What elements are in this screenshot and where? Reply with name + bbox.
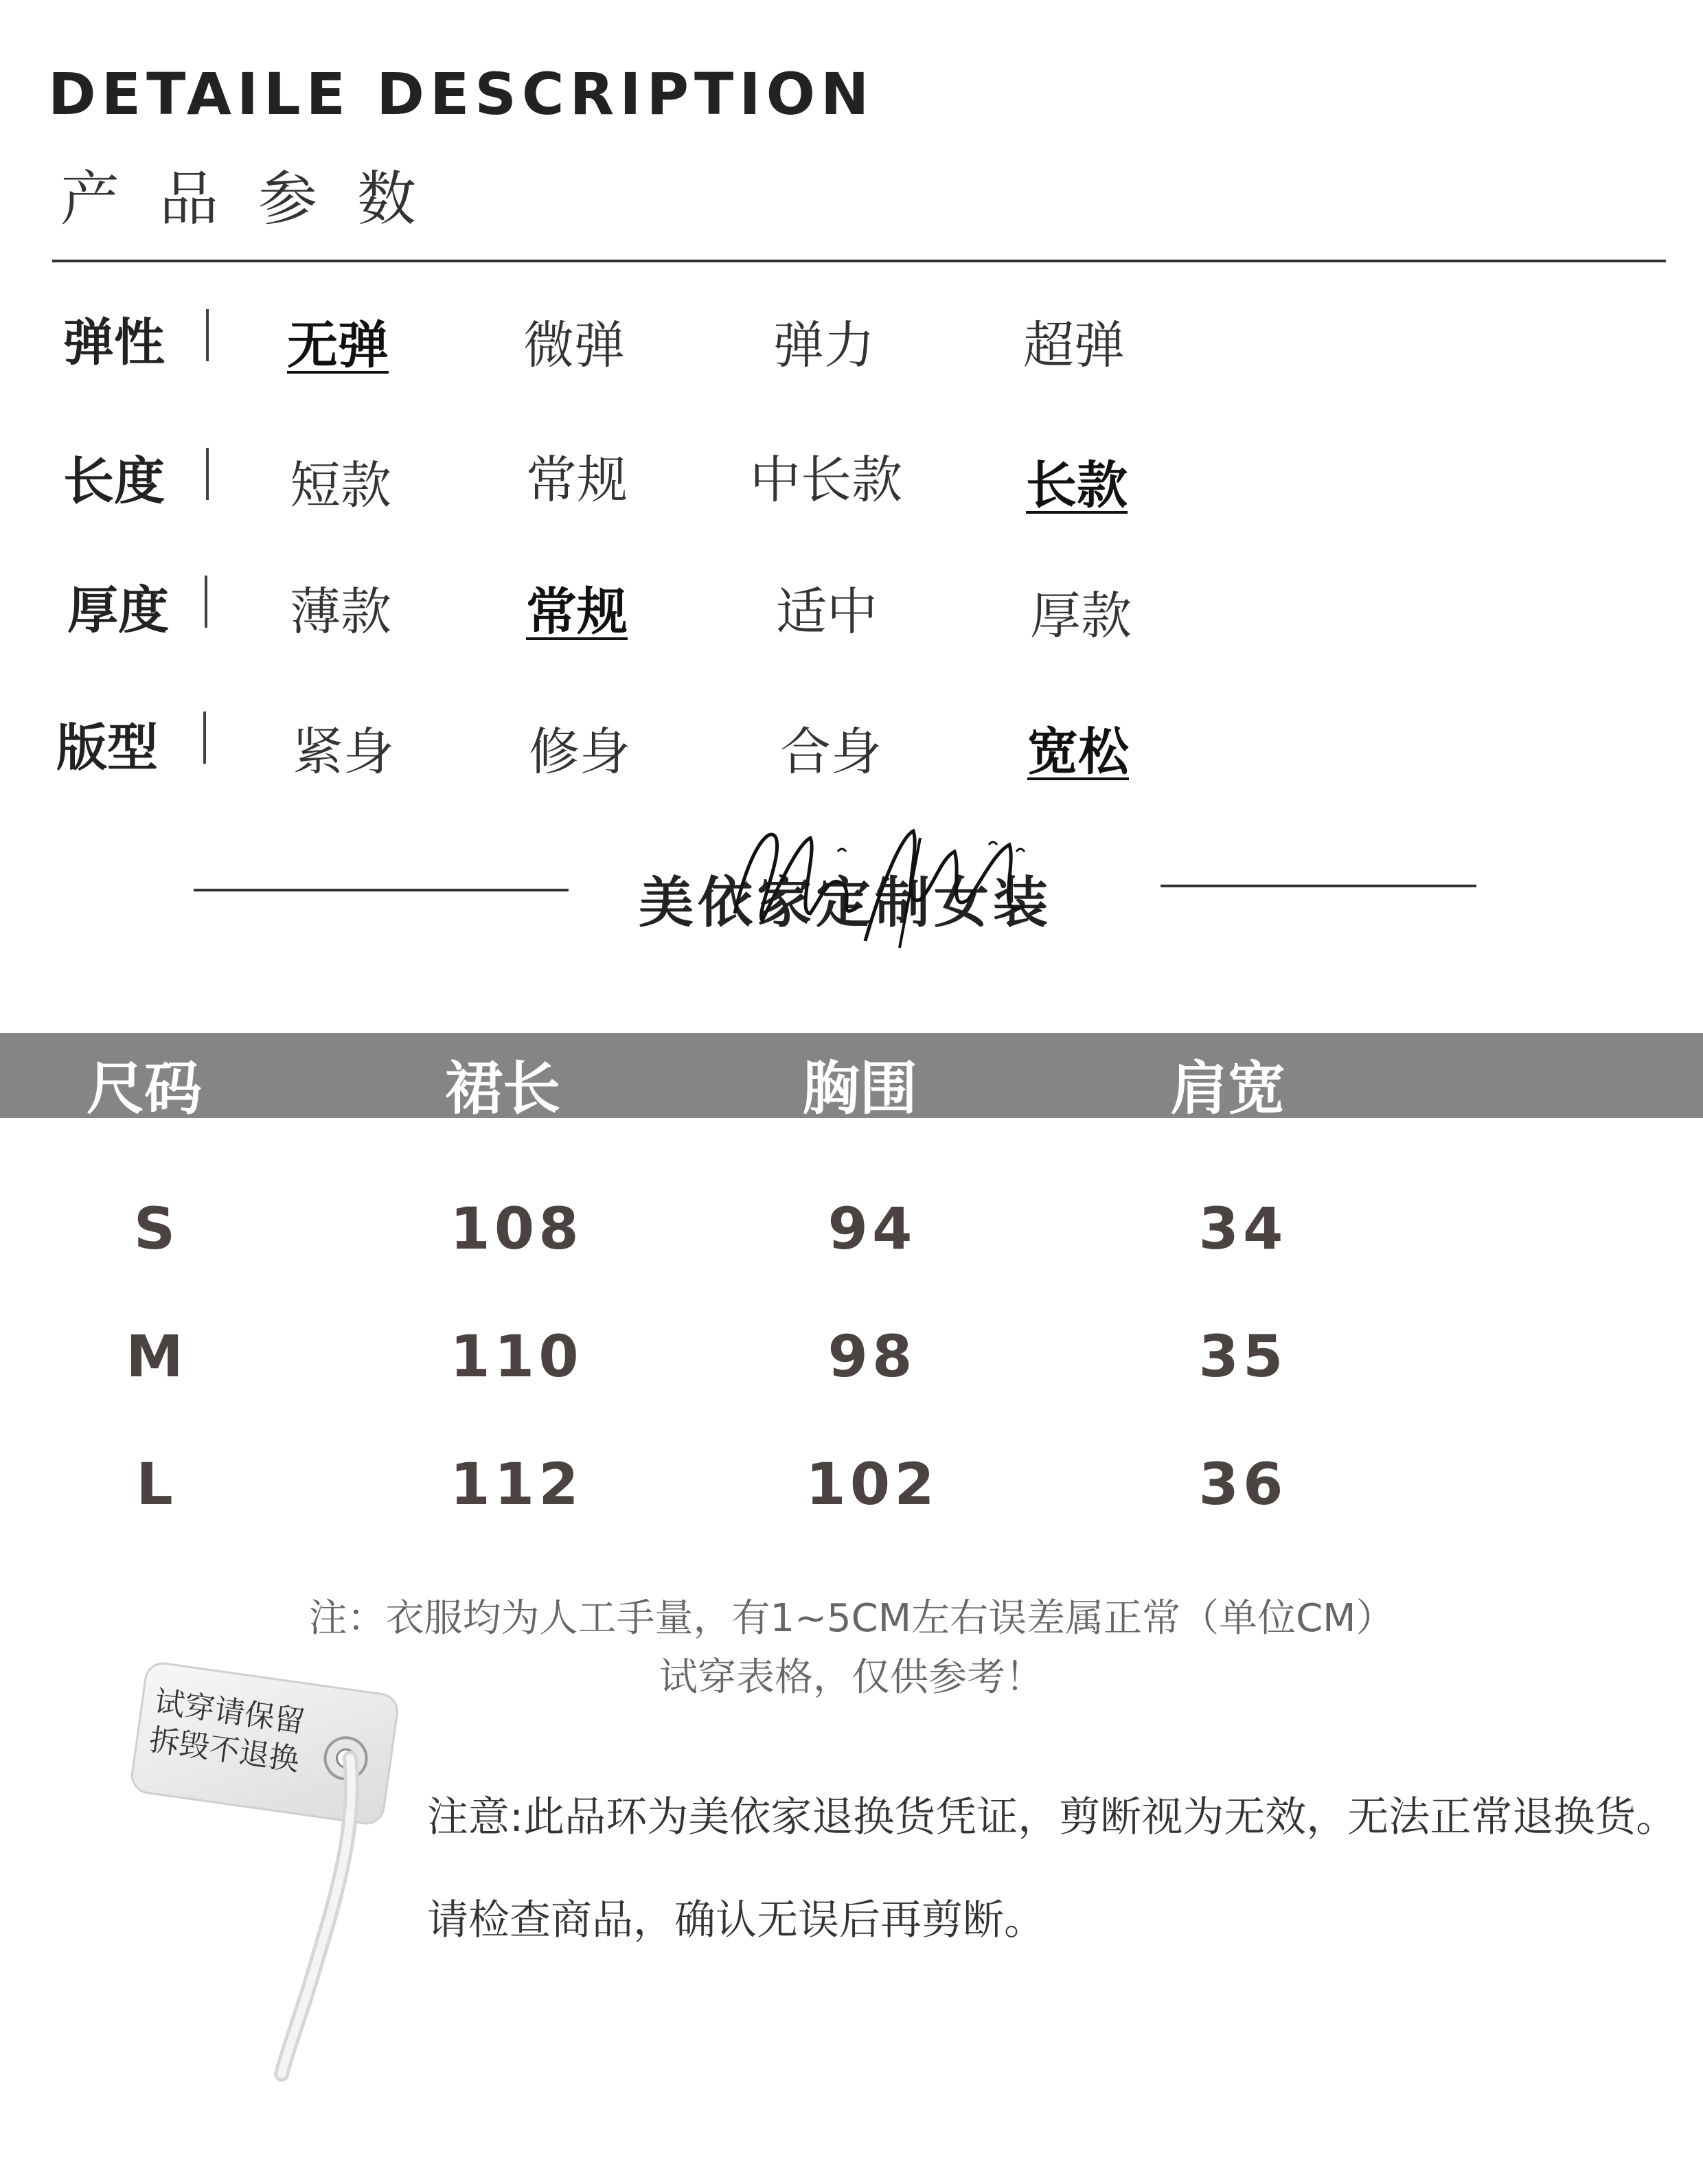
attr-option: 弹力	[773, 316, 875, 375]
attr-option-selected: 无弹	[287, 316, 389, 375]
table-cell-size: L	[136, 1451, 177, 1518]
attr-label-elasticity: 弹性	[63, 313, 165, 372]
attr-option: 短款	[290, 456, 391, 515]
warning-line-1: 注意:此品环为美依家退换货凭证，剪断视为无效，无法正常退换货。	[427, 1793, 1678, 1841]
attr-label-fit: 版型	[56, 718, 158, 777]
table-header-length: 裙长	[445, 1055, 561, 1122]
attr-option: 修身	[529, 723, 630, 782]
attr-separator	[206, 448, 209, 500]
table-cell: 35	[1198, 1323, 1288, 1390]
hang-tag-text: 试穿请保留 拆毁不退换	[147, 1684, 307, 1778]
attr-option: 微弹	[523, 316, 625, 375]
attr-option: 合身	[780, 723, 882, 782]
attr-option: 常规	[526, 451, 628, 510]
attr-label-thickness: 厚度	[67, 581, 169, 640]
attr-option: 适中	[776, 582, 878, 641]
table-cell-size: S	[133, 1195, 180, 1262]
attr-option: 紧身	[293, 723, 394, 782]
brand-divider-left	[194, 889, 569, 891]
table-cell: 36	[1198, 1451, 1288, 1518]
table-cell: 112	[450, 1451, 583, 1518]
attr-option: 中长款	[750, 451, 902, 510]
attr-option-selected: 宽松	[1027, 723, 1129, 782]
table-cell: 110	[450, 1323, 583, 1390]
attr-option: 超弹	[1023, 316, 1125, 375]
attr-option-selected: 长款	[1026, 456, 1128, 515]
brand-signature-icon	[694, 810, 1078, 962]
attr-label-length: 长度	[63, 452, 165, 511]
table-header-size: 尺码	[87, 1055, 203, 1122]
attr-separator	[203, 712, 206, 764]
warning-line-2: 请检查商品，确认无误后再剪断。	[427, 1896, 1045, 1944]
brand-divider-right	[1161, 885, 1476, 887]
table-cell: 98	[827, 1323, 917, 1390]
brand-name: 美依家定制女装	[639, 871, 1052, 935]
table-header-shoulder: 肩宽	[1170, 1055, 1286, 1122]
attr-option: 厚款	[1030, 587, 1132, 646]
table-cell: 94	[827, 1195, 917, 1262]
table-cell: 102	[805, 1451, 939, 1518]
attr-option-selected: 常规	[526, 582, 628, 641]
section-title-cn: 产品参数	[60, 165, 456, 234]
reference-note: 试穿表格，仅供参考！	[659, 1655, 1044, 1700]
measurement-note: 注：衣服均为人工手量，有1~5CM左右误差属正常（单位CM）	[308, 1596, 1395, 1641]
table-cell-size: M	[126, 1323, 187, 1390]
table-cell: 34	[1198, 1195, 1288, 1262]
attr-separator	[206, 309, 209, 361]
attr-separator	[205, 576, 207, 628]
header-divider	[52, 260, 1666, 262]
hang-tag-icon	[110, 1648, 426, 2088]
table-header-bust: 胸围	[802, 1055, 918, 1122]
attr-option: 薄款	[290, 582, 391, 641]
table-cell: 108	[450, 1195, 583, 1262]
section-title-en: DETAILE DESCRIPTION	[48, 60, 875, 128]
